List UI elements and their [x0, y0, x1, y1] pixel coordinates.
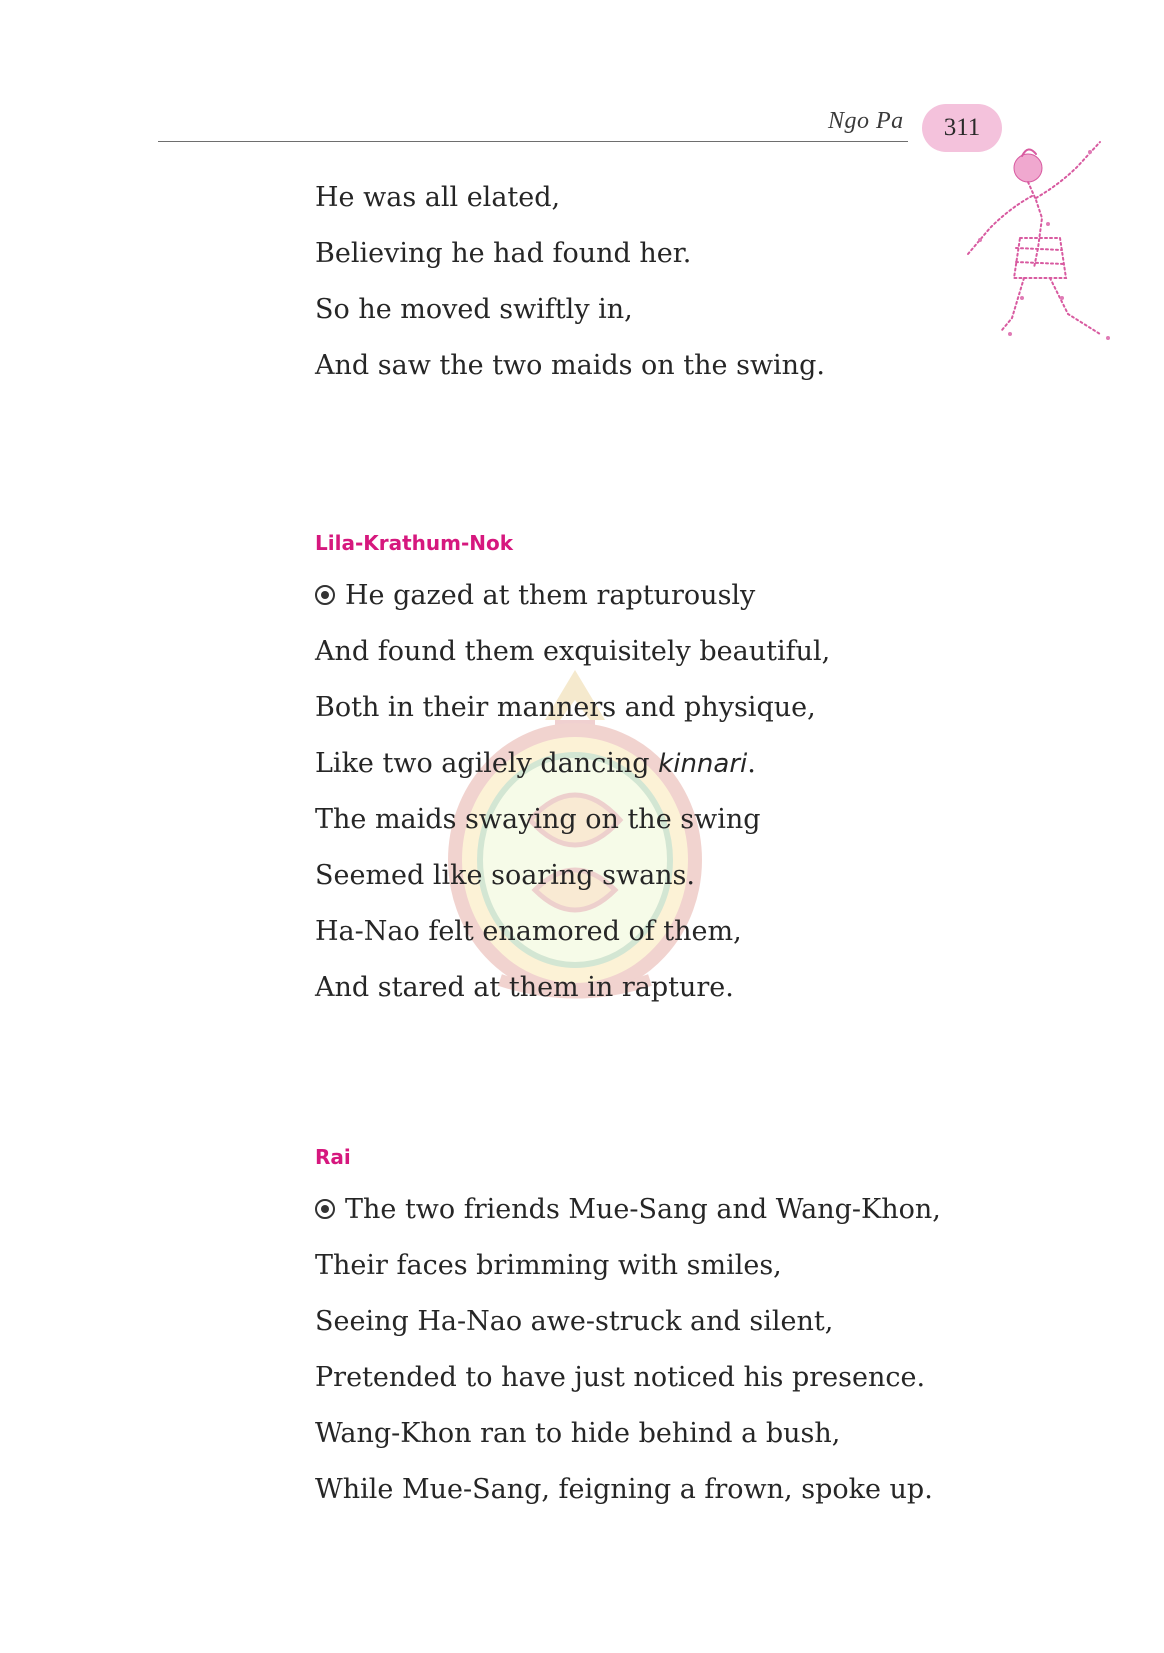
poem-line: Seeing Ha-Nao awe-struck and silent,	[315, 1306, 834, 1337]
poem-line: And saw the two maids on the swing.	[315, 350, 825, 381]
poem-line	[315, 1182, 1075, 1238]
poem-line: Wang-Khon ran to hide behind a bush,	[315, 1418, 841, 1449]
poem-line: Ha-Nao felt enamored of them,	[315, 916, 742, 947]
italic-word: kinnari	[658, 749, 748, 779]
poem-line: Both in their manners and physique,	[315, 692, 816, 723]
bullet-icon	[315, 1199, 335, 1219]
poem-line: He was all elated,	[315, 182, 561, 213]
poem-line: Pretended to have just noticed his presence.	[315, 1362, 926, 1393]
stanza-3	[315, 1182, 1075, 1518]
poem-line: So he moved swiftly in,	[315, 294, 633, 325]
poem-line: Believing he had found her.	[315, 238, 692, 269]
poem-line-suffix: .	[747, 748, 756, 779]
running-title: Ngo Pa	[828, 108, 904, 134]
section-heading: Lila-Krathum-Nok	[315, 531, 514, 555]
poem-line: Their faces brimming with smiles,	[315, 1250, 782, 1281]
poem-line	[315, 568, 1075, 624]
header-rule	[158, 141, 908, 142]
bullet-icon	[315, 585, 335, 605]
poem-line-text: He gazed at them rapturously	[345, 580, 756, 611]
page-number: 311	[943, 114, 981, 141]
stanza-1	[315, 170, 1075, 394]
poem-line	[315, 736, 1075, 792]
poem-line: While Mue-Sang, feigning a frown, spoke up.	[315, 1474, 933, 1505]
section-heading: Rai	[315, 1145, 351, 1169]
poem-line: And found them exquisitely beautiful,	[315, 636, 831, 667]
stanza-2	[315, 568, 1075, 1016]
poem-line: And stared at them in rapture.	[315, 972, 734, 1003]
poem-line: Seemed like soaring swans.	[315, 860, 695, 891]
poem-line-text: Like two agilely dancing	[315, 748, 659, 779]
poem-line-text: The two friends Mue-Sang and Wang-Khon,	[345, 1194, 941, 1225]
poem-line: The maids swaying on the swing	[315, 804, 761, 835]
